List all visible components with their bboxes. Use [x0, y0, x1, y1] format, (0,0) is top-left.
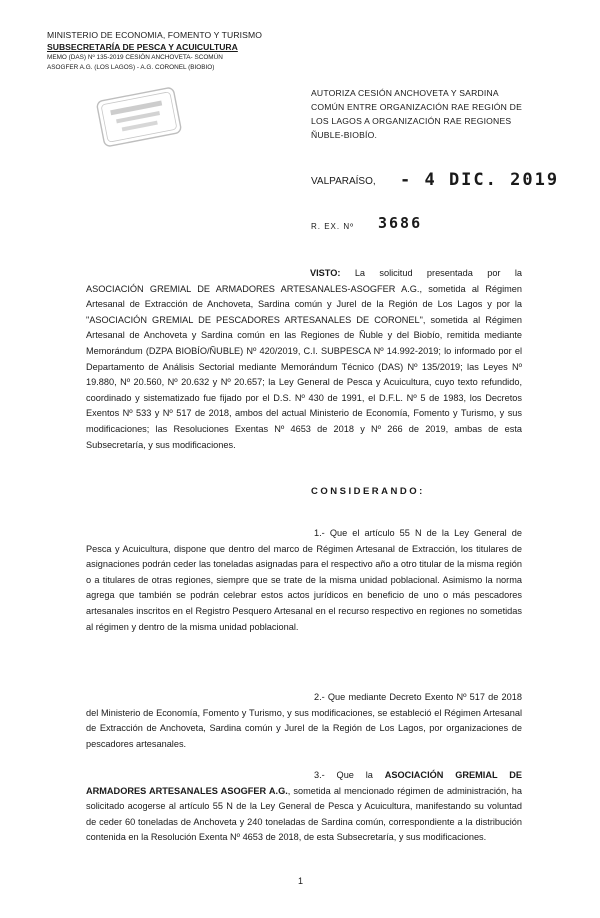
resolution-subject: AUTORIZA CESIÓN ANCHOVETA Y SARDINA COMÚN ENTRE ORGANIZACIÓN RAE REGIÓN DE LOS LAGOS A ORGANIZACIÓN RAE REGIONES ÑUBLE-BIOBÍO. [311, 88, 523, 140]
association-reference: ASOGFER A.G. (LOS LAGOS) - A.G. CORONEL (BIOBIO) [47, 64, 215, 71]
item-number: 1.- [314, 528, 325, 538]
date-stamp: - 4 DIC. 2019 [400, 170, 560, 190]
resolution-label: R. EX. Nº [311, 222, 355, 231]
visto-paragraph [86, 266, 522, 453]
item-text: Que el artículo 55 N de la Ley General de Pesca y Acuicultura, dispone que dentro del marco de Régimen Artesanal de Extracción, los titulares de asignaciones podrán ceder las toneladas asignadas para el respectivo año a otro titular de la misma región o a titulares de otras regiones, siempre que se trate de la misma unidad poblacional. Asimismo la norma agrega que también se podrán celebrar estos actos jurídicos en beneficio de uno o más pescadores artesanales inscritos en el Registro Pesquero Artesanal en el recurso respectivo en regiones no sometidas al régimen y dentro de la misma unidad poblacional. [86, 528, 522, 632]
considerando-item-3 [86, 768, 522, 846]
subsecretaria-name: SUBSECRETARÍA DE PESCA Y ACUICULTURA [47, 42, 238, 52]
memo-reference: MEMO (DAS) Nº 135-2019 CESIÓN ANCHOVETA- SCOMÚN [47, 54, 223, 61]
office-stamp [94, 85, 184, 150]
item-number: 2.- [314, 692, 325, 702]
item-text: , sometida al mencionado régimen de administración, ha solicitado acogerse al artículo 55 N de la Ley General de Pesca y Acuicultura, manifestando su voluntad de ceder 60 toneladas de Anchoveta y 240 toneladas de Sardina común, correspondiente a la distribución contenida en la Resolución Exenta Nº 4653 de 2018, de esta Subsecretaría, y sus modificaciones. [86, 785, 522, 843]
resolution-number: 3686 [378, 214, 423, 232]
visto-heading: VISTO: [310, 268, 341, 278]
considerando-item-2 [86, 690, 522, 752]
place-label: VALPARAÍSO, [311, 176, 376, 187]
visto-text: La solicitud presentada por la ASOCIACIÓN GREMIAL DE ARMADORES ARTESANALES-ASOGFER A.G., sometida al Régimen Artesanal de Extracción de Anchoveta, Sardina común y Jurel de la Región de Los Lagos y por la "ASOCIACIÓN GREMIAL DE PESCADORES ARTESANALES DE CORONEL", sometida al Régimen Artesanal de Anchoveta y Sardina común en las Regiones de Ñuble y del Biobío, remitida mediante Memorándum (DZPA BIOBÍO/ÑUBLE) Nº 420/2019, C.I. SUBPESCA Nº 14.992-2019; lo informado por el Departamento de Análisis Sectorial mediante Memorándum Técnico (DAS) Nº 135/2019; las Leyes Nº 19.880, Nº 20.560, Nº 20.632 y Nº 20.657; la Ley General de Pesca y Acuicultura, cuyo texto refundido, coordinado y sistematizado fue fijado por el D.S. Nº 430 de 1991, el D.F.L. Nº 5 de 1983, los Decretos Exentos Nº 533 y Nº 517 de 2018, ambos del actual Ministerio de Economía, Fomento y Turismo, y sus modificaciones; las Resoluciones Exentas Nº 4653 de 2018 y Nº 266 de 2019, ambas de esta Subsecretaría, y sus modificaciones. [86, 268, 522, 450]
page-number: 1 [298, 876, 304, 886]
ministry-name: MINISTERIO DE ECONOMIA, FOMENTO Y TURISMO [47, 30, 262, 40]
item-number: 3.- [314, 770, 325, 780]
item-text: Que mediante Decreto Exento Nº 517 de 2018 del Ministerio de Economía, Fomento y Turismo, y sus modificaciones, se estableció el Régimen Artesanal de Extracción de Anchoveta, Sardina común y Jurel de la Región de Los Lagos, por organizaciones de pescadores artesanales. [86, 692, 522, 749]
letterhead [47, 30, 277, 73]
considerando-heading: CONSIDERANDO: [311, 486, 425, 497]
considerando-item-1 [86, 526, 522, 635]
item-bold-name: ASOCIACIÓN GREMIAL DE ARMADORES ARTESANALES ASOGFER A.G. [86, 770, 522, 796]
item-lead: Que la [336, 770, 373, 780]
